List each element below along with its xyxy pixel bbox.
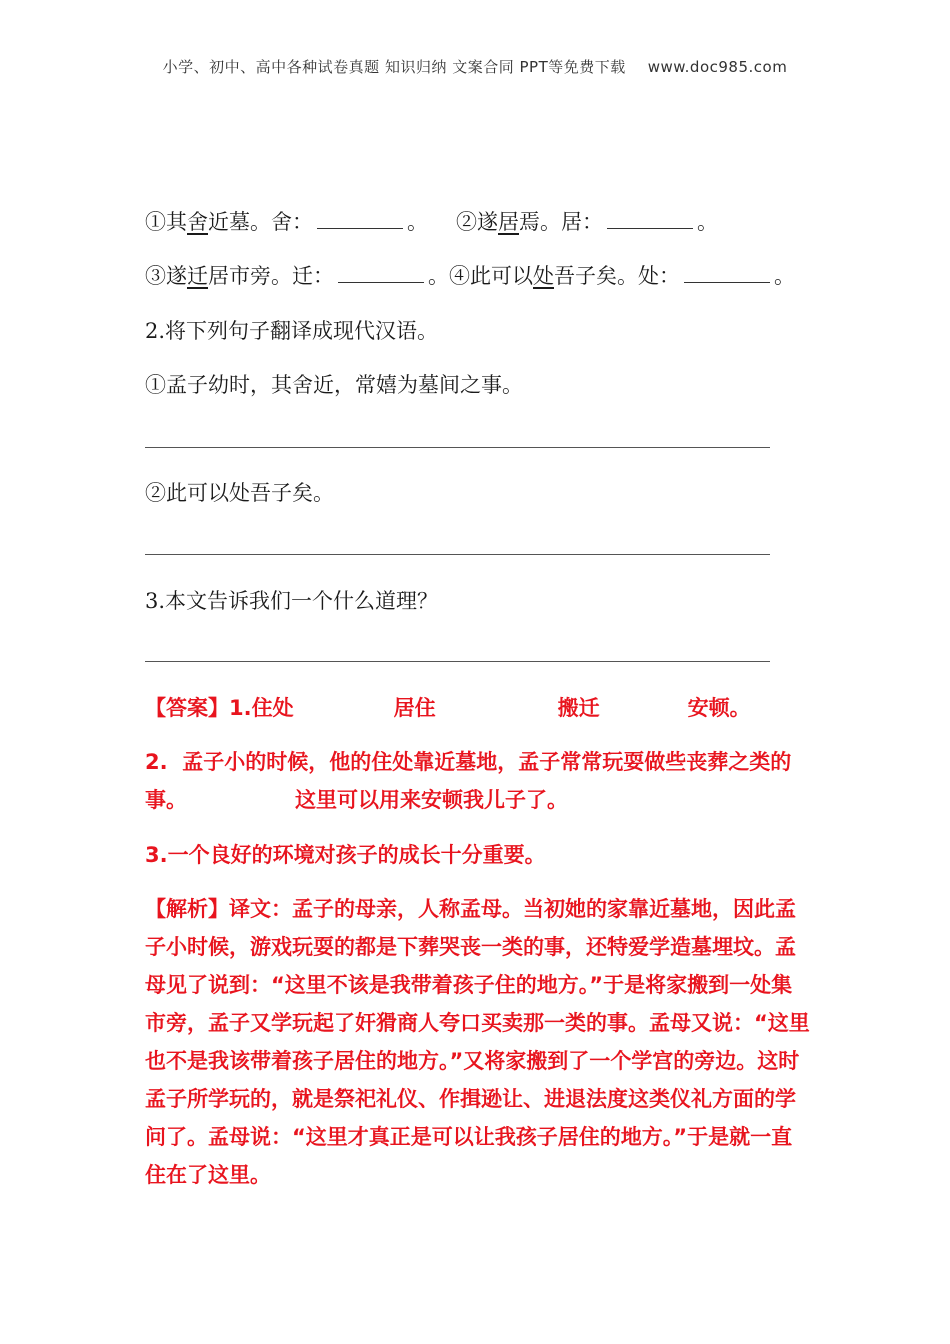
q1-item2-end: 。: [697, 210, 718, 234]
header-text: 小学、初中、高中各种试卷真题 知识归纳 文案合同 PPT等免费下载: [162, 58, 626, 76]
q2-sentence-1: ①孟子幼时，其舍近，常嬉为墓间之事。: [145, 373, 523, 397]
answer-1: [145, 689, 810, 727]
answer-2-part2: 这里可以用来安顿我儿子了。: [295, 788, 568, 812]
q1-item2-prefix: ②遂: [456, 210, 498, 234]
answer-1-num: 1.: [229, 696, 252, 720]
page-header: [0, 56, 950, 77]
answer-line-2[interactable]: [145, 554, 770, 555]
q1-item2-word: 居: [498, 210, 519, 234]
answer-1-item: 住处: [251, 696, 294, 720]
q1-item4-blank[interactable]: [684, 264, 770, 283]
q1-item4-prefix: ④此可以: [449, 264, 533, 288]
answer-2: [145, 743, 810, 819]
answer-2-num: 2.: [145, 750, 168, 774]
q1-item3-end: 。: [428, 264, 449, 288]
answer-tag: 【答案】: [145, 696, 229, 720]
answer-line-3[interactable]: [145, 661, 770, 662]
q2-sentence-2: ②此可以处吾子矣。: [145, 481, 334, 505]
q3-title: 3.本文告诉我们一个什么道理？: [145, 589, 439, 613]
q1-item4-end: 。: [774, 264, 795, 288]
q1-item3-prefix: ③遂: [145, 264, 187, 288]
q1-item1-prefix: ①其: [145, 210, 187, 234]
answer-1-item: 居住: [393, 696, 436, 720]
answer-1-item: 安顿。: [687, 696, 751, 720]
analysis-text: 译文：孟子的母亲，人称孟母。当初她的家靠近墓地，因此孟子小时候，游戏玩耍的都是下葬哭丧一类的事，还特爱学造墓埋坟。孟母见了说到：“这里不该是我带着孩子住的地方。”于是将家搬到一处集市旁，孟子又学玩起了奸猾商人夸口买卖那一类的事。孟母又说：“这里也不是我该带着孩子居住的地方。”又将家搬到了一个学宫的旁边。这时孟子所学玩的，就是祭祀礼仪、作揖逊让、进退法度这类仪礼方面的学问了。孟母说：“这里才真正是可以让我孩子居住的地方。”于是就一直住在了这里。: [145, 897, 810, 1187]
q1-item4-word: 处: [533, 264, 554, 288]
q1-item3-word: 迁: [187, 264, 208, 288]
q1-item3-blank[interactable]: [338, 264, 424, 283]
q1-row2: [145, 261, 795, 291]
q1-item1-blank[interactable]: [317, 210, 403, 229]
q1-item4-suffix: 吾子矣。处：: [554, 264, 680, 288]
q1-row1: [145, 207, 718, 237]
header-site-link[interactable]: www.doc985.com: [647, 58, 788, 76]
q1-item1-word: 舍: [187, 210, 208, 234]
analysis-tag: 【解析】: [145, 897, 229, 921]
answer-line-1[interactable]: [145, 447, 770, 448]
analysis: [145, 890, 810, 1194]
answer-1-item: 搬迁: [557, 696, 600, 720]
answer-3: 3.一个良好的环境对孩子的成长十分重要。: [145, 843, 546, 867]
answer-2-part1: 孟子小的时候，他的住处靠近墓地，孟子常常玩耍做些丧葬之类的事。: [145, 750, 792, 812]
q2-title: 2.将下列句子翻译成现代汉语。: [145, 319, 439, 343]
q1-item1-suffix: 近墓。舍：: [208, 210, 313, 234]
q1-item3-suffix: 居市旁。迁：: [208, 264, 334, 288]
q1-item2-suffix: 焉。居：: [519, 210, 603, 234]
q1-item2-blank[interactable]: [607, 210, 693, 229]
q1-item1-end: 。: [407, 210, 428, 234]
